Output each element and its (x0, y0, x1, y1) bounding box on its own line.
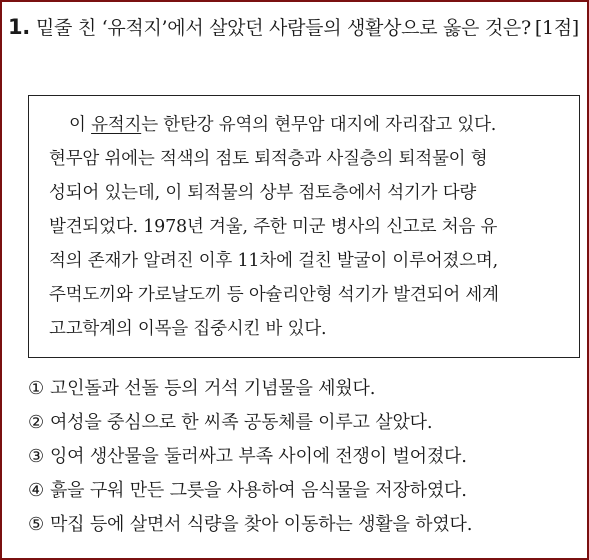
choice-text: 고인돌과 선돌 등의 거석 기념물을 세웠다. (49, 378, 376, 399)
passage-line-1 (49, 108, 561, 142)
choice-1[interactable] (28, 372, 580, 406)
choice-4[interactable] (28, 474, 580, 508)
passage-line-5: 적의 존재가 알려진 이후 11차에 걸친 발굴이 이루어졌으며, (49, 251, 498, 271)
passage-line-3: 성되어 있는데, 이 퇴적물의 상부 점토층에서 석기가 다량 (49, 183, 477, 203)
underlined-keyword: 유적지 (91, 115, 142, 135)
choice-marker: ⑤ (28, 514, 44, 535)
choice-text: 잉여 생산물을 둘러싸고 부족 사이에 전쟁이 벌어졌다. (49, 446, 467, 467)
answer-choices (28, 372, 580, 542)
passage-line-1-end: 는 한탄강 유역의 현무암 대지에 자리잡고 있다. (141, 115, 497, 135)
question-header (8, 10, 580, 45)
choice-3[interactable] (28, 440, 580, 474)
question-number: 1. (8, 15, 30, 39)
choice-text: 여성을 중심으로 한 씨족 공동체를 이루고 살았다. (49, 412, 433, 433)
question-text: 밑줄 친 ‘유적지’에서 살았던 사람들의 생활상으로 옳은 것은? (36, 17, 531, 39)
choice-text: 흙을 구워 만든 그릇을 사용하여 음식물을 저장하였다. (49, 480, 467, 501)
choice-2[interactable] (28, 406, 580, 440)
question-points: [1점] (534, 17, 579, 39)
choice-text: 막집 등에 살면서 식량을 찾아 이동하는 생활을 하였다. (49, 514, 473, 535)
choice-marker: ② (28, 412, 44, 433)
choice-marker: ① (28, 378, 44, 399)
choice-5[interactable] (28, 508, 580, 542)
passage-line-4: 발견되었다. 1978년 겨울, 주한 미군 병사의 신고로 처음 유 (49, 217, 498, 237)
passage-line-7: 고고학계의 이목을 집중시킨 바 있다. (49, 319, 327, 339)
passage-line-6: 주먹도끼와 가로날도끼 등 아슐리안형 석기가 발견되어 세계 (49, 285, 499, 305)
passage-line-2: 현무암 위에는 적색의 점토 퇴적층과 사질층의 퇴적물이 형 (49, 149, 488, 169)
choice-marker: ③ (28, 446, 44, 467)
passage-line-1-start: 이 (69, 115, 92, 135)
passage-box (28, 95, 580, 358)
choice-marker: ④ (28, 480, 44, 501)
